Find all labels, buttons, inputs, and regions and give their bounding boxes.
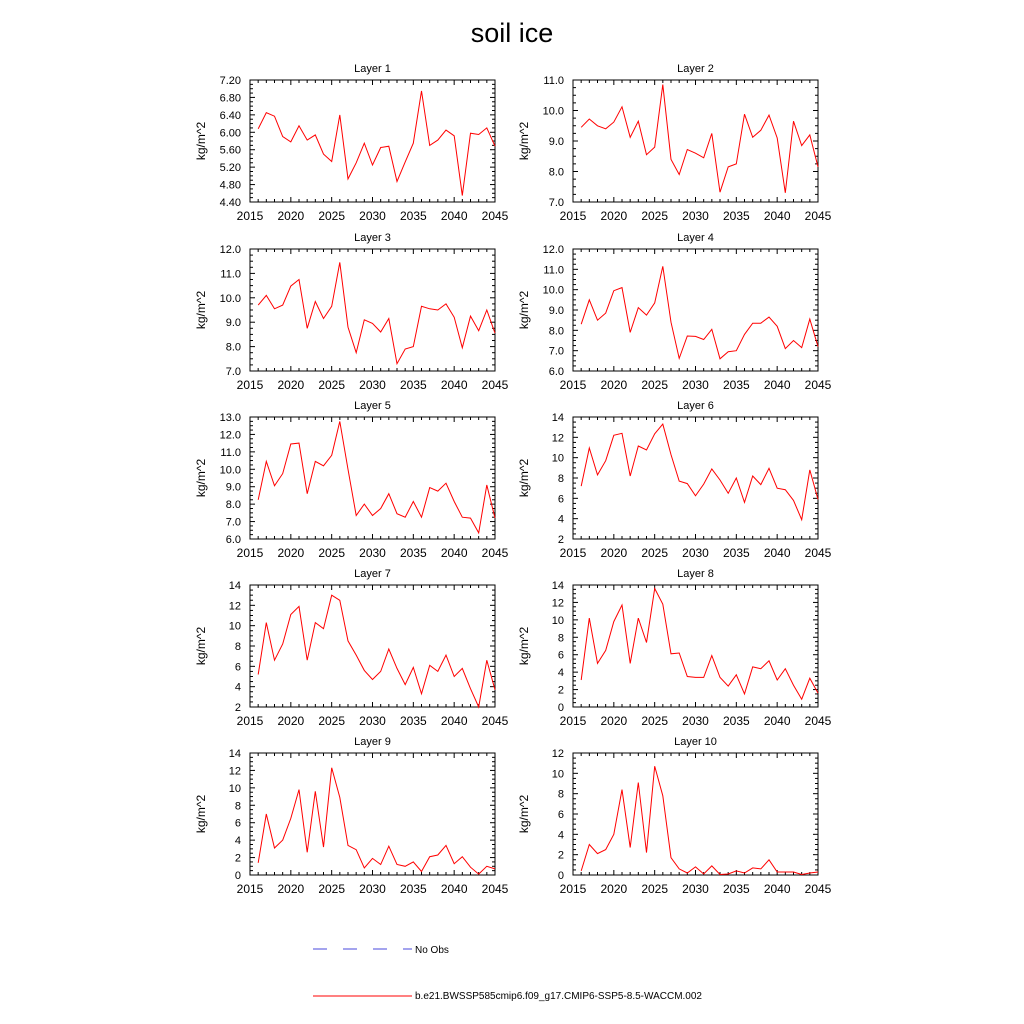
y-tick-label: 11.0 [220,268,241,281]
y-tick-label: 10 [228,620,241,633]
panel-layer-1 [194,63,509,223]
y-tick-label: 8 [557,632,564,645]
panel-layer-7 [194,568,509,728]
y-tick-label: 10.0 [542,284,564,297]
figure-title: soil ice [470,18,554,48]
y-tick-label: 6.0 [548,366,564,378]
y-tick-label: 10.0 [542,105,564,118]
y-tick-label: 8 [557,788,564,801]
x-tick-label: 2030 [359,714,386,728]
series-line-layer-7 [258,595,495,707]
x-tick-label: 2030 [682,546,709,560]
x-tick-label: 2025 [318,714,346,728]
y-tick-label: 12 [551,748,564,760]
x-tick-label: 2045 [481,378,509,392]
y-tick-label: 0 [557,870,564,882]
x-tick-label: 2045 [481,882,509,896]
y-tick-label: 8.0 [548,325,564,338]
panels [194,63,832,896]
x-tick-label: 2030 [682,209,709,223]
series-line-layer-2 [581,85,818,193]
x-tick-label: 2020 [277,209,305,223]
panel-title-layer-2: Layer 2 [677,63,714,75]
x-tick-label: 2035 [399,546,427,560]
y-tick-label: 10 [228,782,241,795]
y-tick-label: 4 [557,513,564,526]
x-tick-label: 2015 [559,378,587,392]
x-tick-label: 2025 [641,546,669,560]
x-tick-label: 2025 [318,209,346,223]
y-tick-label: 12 [228,600,241,613]
x-tick-label: 2045 [804,209,832,223]
panel-layer-5 [194,400,509,560]
panel-title-layer-7: Layer 7 [354,568,391,580]
series-line-layer-8 [581,589,818,700]
y-tick-label: 6.40 [219,109,241,122]
series-line-layer-9 [258,768,495,874]
plot-frame-layer-10 [573,753,818,875]
x-tick-label: 2040 [763,546,791,560]
y-tick-label: 5.20 [219,162,241,175]
panel-layer-9 [194,736,509,896]
x-tick-label: 2020 [277,378,305,392]
y-tick-label: 7.0 [225,516,241,529]
y-tick-label: 10 [551,452,564,465]
x-tick-label: 2015 [559,882,587,896]
y-tick-label: 8 [557,473,564,485]
panel-title-layer-5: Layer 5 [354,400,391,412]
series-line-layer-6 [581,424,818,520]
x-tick-label: 2045 [804,882,832,896]
y-tick-label: 8.0 [548,166,564,179]
y-tick-label: 8 [234,641,241,653]
x-tick-label: 2035 [399,209,427,223]
plot-frame-layer-2 [573,80,818,202]
y-tick-label: 9.0 [548,136,564,148]
x-tick-label: 2045 [481,209,509,223]
x-tick-label: 2020 [600,209,628,223]
y-tick-label: 6.80 [219,92,241,105]
x-tick-label: 2045 [481,714,509,728]
y-tick-label: 4.80 [219,179,241,192]
panel-title-layer-3: Layer 3 [354,232,391,244]
y-axis-label-layer-9: kg/m^2 [194,794,208,834]
x-tick-label: 2025 [641,378,669,392]
x-tick-label: 2015 [559,546,587,560]
y-tick-label: 5.60 [219,144,241,157]
x-tick-label: 2030 [682,714,709,728]
x-tick-label: 2045 [804,378,832,392]
x-tick-label: 2045 [804,546,832,560]
y-tick-label: 10 [551,614,564,627]
plot-frame-layer-9 [250,753,495,875]
plot-frame-layer-1 [250,80,495,202]
y-tick-label: 12.0 [542,244,564,256]
x-tick-label: 2030 [682,378,709,392]
y-tick-label: 6 [557,809,564,821]
panel-layer-4 [517,232,832,392]
x-tick-label: 2030 [682,882,709,896]
x-tick-label: 2030 [359,546,386,560]
x-tick-label: 2020 [277,882,305,896]
y-tick-label: 13.0 [219,412,241,424]
y-axis-label-layer-6: kg/m^2 [517,458,531,498]
x-tick-label: 2015 [559,209,587,223]
plot-frame-layer-5 [250,417,495,539]
y-tick-label: 0 [234,870,241,882]
y-tick-label: 4 [557,829,564,842]
y-tick-label: 8.0 [225,499,241,512]
x-tick-label: 2025 [318,378,346,392]
y-tick-label: 12.0 [219,429,241,442]
x-tick-label: 2025 [641,209,669,223]
x-tick-label: 2040 [763,209,791,223]
y-tick-label: 4 [557,667,564,680]
y-tick-label: 6 [557,493,564,506]
x-tick-label: 2020 [600,882,628,896]
x-tick-label: 2025 [641,882,669,896]
y-tick-label: 9.0 [548,305,564,317]
y-tick-label: 12.0 [219,244,241,256]
y-tick-label: 14 [551,412,564,424]
y-axis-label-layer-10: kg/m^2 [517,794,531,834]
panel-title-layer-1: Layer 1 [354,63,391,75]
y-tick-label: 6 [234,661,241,674]
y-tick-label: 12 [228,765,241,778]
x-tick-label: 2015 [236,546,264,560]
x-tick-label: 2035 [722,378,750,392]
y-tick-label: 11.0 [220,446,241,459]
panel-title-layer-9: Layer 9 [354,736,391,748]
series-line-layer-1 [258,91,495,196]
y-tick-label: 2 [557,534,564,546]
y-tick-label: 7.0 [548,345,564,358]
y-tick-label: 10 [551,768,564,781]
y-tick-label: 14 [551,580,564,592]
y-tick-label: 2 [557,849,564,862]
y-axis-label-layer-8: kg/m^2 [517,626,531,666]
y-axis-label-layer-2: kg/m^2 [517,121,531,161]
y-tick-label: 12 [551,597,564,610]
panel-title-layer-6: Layer 6 [677,400,714,412]
x-tick-label: 2030 [359,209,386,223]
plot-frame-layer-4 [573,249,818,371]
y-tick-label: 9.0 [225,481,241,494]
series-line-layer-10 [581,766,818,874]
x-tick-label: 2040 [440,714,468,728]
y-tick-label: 10.0 [219,292,241,305]
y-tick-label: 11.0 [543,264,564,277]
x-tick-label: 2045 [804,714,832,728]
plot-frame-layer-6 [573,417,818,539]
x-tick-label: 2020 [600,546,628,560]
y-tick-label: 0 [557,702,564,714]
y-tick-label: 9.0 [225,317,241,330]
panel-layer-3 [194,232,509,392]
x-tick-label: 2025 [641,714,669,728]
series-line-layer-5 [258,421,495,533]
x-tick-label: 2045 [481,546,509,560]
y-tick-label: 10.0 [219,464,241,477]
x-tick-label: 2040 [440,546,468,560]
y-tick-label: 4 [234,835,241,848]
x-tick-label: 2040 [440,378,468,392]
x-tick-label: 2035 [722,546,750,560]
x-tick-label: 2015 [236,209,264,223]
x-tick-label: 2040 [440,209,468,223]
y-tick-label: 12 [551,432,564,445]
y-tick-label: 7.20 [219,75,241,87]
series-line-layer-4 [581,266,818,359]
x-tick-label: 2035 [399,378,427,392]
panel-layer-8 [517,568,832,728]
y-tick-label: 8.0 [225,341,241,354]
panel-layer-10 [517,736,832,896]
x-tick-label: 2035 [722,209,750,223]
y-tick-label: 6.00 [219,127,241,140]
y-axis-label-layer-3: kg/m^2 [194,290,208,330]
y-tick-label: 6 [234,817,241,830]
x-tick-label: 2025 [318,546,346,560]
x-tick-label: 2015 [559,714,587,728]
y-tick-label: 4 [234,681,241,694]
plot-frame-layer-7 [250,585,495,707]
y-tick-label: 2 [234,702,241,714]
x-tick-label: 2015 [236,714,264,728]
legend-obs-label: No Obs [415,945,449,956]
panel-layer-6 [517,400,832,560]
x-tick-label: 2015 [236,378,264,392]
panel-title-layer-10: Layer 10 [674,736,717,748]
x-tick-label: 2035 [399,714,427,728]
legend [313,945,702,1002]
y-tick-label: 2 [557,684,564,697]
legend-model-label: b.e21.BWSSP585cmip6.f09_g17.CMIP6-SSP5-8.5-WACCM.002 [415,991,702,1002]
x-tick-label: 2030 [359,378,386,392]
y-tick-label: 6 [557,649,564,662]
x-tick-label: 2035 [722,882,750,896]
y-tick-label: 4.40 [219,197,241,209]
x-tick-label: 2040 [763,378,791,392]
y-tick-label: 11.0 [543,75,564,87]
x-tick-label: 2040 [763,882,791,896]
y-tick-label: 14 [228,748,241,760]
panel-title-layer-4: Layer 4 [677,232,714,244]
panel-layer-2 [517,63,832,223]
y-tick-label: 8 [234,800,241,813]
x-tick-label: 2040 [763,714,791,728]
x-tick-label: 2020 [600,378,628,392]
plot-frame-layer-3 [250,249,495,371]
series-line-layer-3 [258,262,495,363]
y-tick-label: 6.0 [225,534,241,546]
y-axis-label-layer-7: kg/m^2 [194,626,208,666]
x-tick-label: 2035 [399,882,427,896]
y-tick-label: 7.0 [548,197,564,209]
x-tick-label: 2025 [318,882,346,896]
x-tick-label: 2035 [722,714,750,728]
x-tick-label: 2020 [600,714,628,728]
plot-frame-layer-8 [573,585,818,707]
x-tick-label: 2020 [277,546,305,560]
y-axis-label-layer-5: kg/m^2 [194,458,208,498]
x-tick-label: 2040 [440,882,468,896]
y-tick-label: 14 [228,580,241,592]
y-tick-label: 2 [234,852,241,865]
x-tick-label: 2015 [236,882,264,896]
x-tick-label: 2030 [359,882,386,896]
y-tick-label: 7.0 [225,366,241,378]
y-axis-label-layer-4: kg/m^2 [517,290,531,330]
panel-title-layer-8: Layer 8 [677,568,714,580]
y-axis-label-layer-1: kg/m^2 [194,121,208,161]
x-tick-label: 2020 [277,714,305,728]
